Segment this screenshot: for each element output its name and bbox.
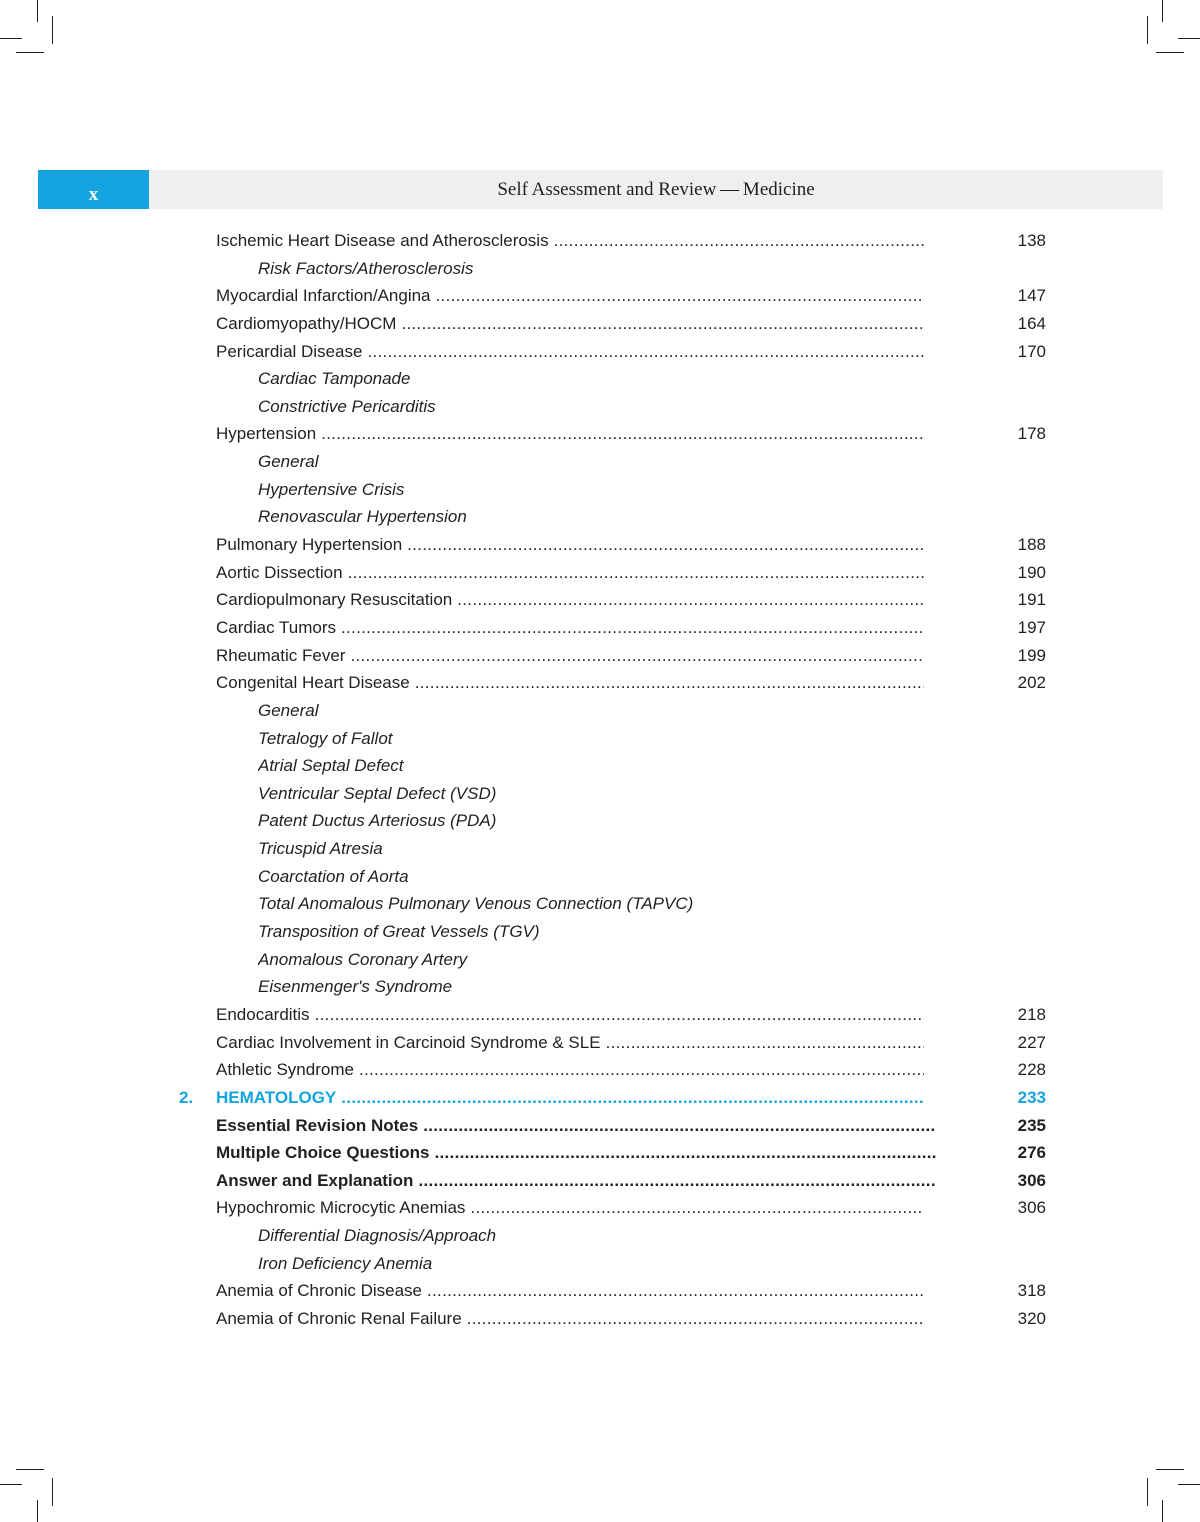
toc-title: Renovascular Hypertension xyxy=(258,507,467,527)
toc-page-number: 306 xyxy=(1017,1198,1046,1218)
crop-mark xyxy=(0,1484,22,1485)
toc-page-number: 164 xyxy=(1017,313,1046,333)
toc-entry xyxy=(0,1001,1200,1029)
toc-page-number: 320 xyxy=(1017,1308,1046,1328)
toc-title: Ischemic Heart Disease and Atherosclerosis ..... xyxy=(216,227,924,255)
toc-title: Cardiac Tamponade xyxy=(258,369,411,389)
toc-title: Tricuspid Atresia xyxy=(258,839,383,859)
toc-subentry xyxy=(0,946,1200,974)
toc-subentry xyxy=(0,725,1200,753)
toc-entry xyxy=(0,614,1200,642)
toc-entry xyxy=(0,310,1200,338)
toc-subentry xyxy=(0,807,1200,835)
toc-subentry xyxy=(0,890,1200,918)
toc-page-number: 306 xyxy=(1017,1170,1046,1190)
toc-entry xyxy=(0,1305,1200,1333)
toc-subentry xyxy=(0,918,1200,946)
page-number-tab xyxy=(38,170,149,209)
toc-subentry xyxy=(0,448,1200,476)
toc-title: General xyxy=(258,452,319,472)
toc-page-number: 276 xyxy=(1017,1143,1046,1163)
toc-page-number: 235 xyxy=(1017,1115,1046,1135)
toc-title: Hypertensive Crisis xyxy=(258,479,405,499)
toc-title: Differential Diagnosis/Approach xyxy=(258,1226,497,1246)
page-number: x xyxy=(88,184,99,205)
toc-entry xyxy=(0,1194,1200,1222)
toc-title: Cardiac Tumors ..... xyxy=(216,614,924,642)
toc-title: Answer and Explanation ..... xyxy=(216,1167,936,1195)
toc-title: Athletic Syndrome ..... xyxy=(216,1056,924,1084)
toc-page-number: 202 xyxy=(1017,673,1046,693)
crop-mark xyxy=(1147,1478,1148,1506)
crop-mark xyxy=(1178,38,1200,39)
toc-title: Cardiac Involvement in Carcinoid Syndrome & SLE ..... xyxy=(216,1029,924,1057)
toc-title: Anomalous Coronary Artery xyxy=(258,949,468,969)
toc-title: Anemia of Chronic Disease ..... xyxy=(216,1277,924,1305)
toc-page-number: 190 xyxy=(1017,562,1046,582)
toc-entry xyxy=(0,1029,1200,1057)
toc-subentry xyxy=(0,1250,1200,1278)
toc-title: Eisenmenger's Syndrome xyxy=(258,977,453,997)
toc-subentry xyxy=(0,393,1200,421)
crop-mark xyxy=(52,1478,53,1506)
toc-title: Aortic Dissection ..... xyxy=(216,559,924,587)
toc-entry xyxy=(0,1167,1200,1195)
toc-title: Multiple Choice Questions ..... xyxy=(216,1139,936,1167)
toc-subentry xyxy=(0,780,1200,808)
toc-entry xyxy=(0,227,1200,255)
crop-mark xyxy=(1162,1500,1163,1522)
toc-entry xyxy=(0,1139,1200,1167)
toc-entry xyxy=(0,531,1200,559)
toc-entry xyxy=(0,1056,1200,1084)
toc-subentry xyxy=(0,476,1200,504)
toc-title: General xyxy=(258,700,319,720)
toc-title: Hypertension ..... xyxy=(216,420,924,448)
toc-entry xyxy=(0,1277,1200,1305)
toc-title: Atrial Septal Defect xyxy=(258,756,404,776)
toc-title: Anemia of Chronic Renal Failure ..... xyxy=(216,1305,924,1333)
toc-title: Constrictive Pericarditis xyxy=(258,396,436,416)
crop-mark xyxy=(16,52,44,53)
toc-entry xyxy=(0,338,1200,366)
book-title: Self Assessment and Review — Medicine xyxy=(497,178,815,200)
crop-mark xyxy=(1147,16,1148,44)
toc-page-number: 228 xyxy=(1017,1060,1046,1080)
crop-mark xyxy=(1162,0,1163,22)
toc-subentry xyxy=(0,255,1200,283)
toc-entry xyxy=(0,1084,1200,1112)
crop-mark xyxy=(37,1500,38,1522)
toc-title: Total Anomalous Pulmonary Venous Connection (TAPVC) xyxy=(258,894,694,914)
toc-page-number: 191 xyxy=(1017,590,1046,610)
toc-title: Ventricular Septal Defect (VSD) xyxy=(258,783,497,803)
toc-title: Coarctation of Aorta xyxy=(258,866,409,886)
toc-title: Congenital Heart Disease ..... xyxy=(216,669,924,697)
running-header xyxy=(149,170,1163,209)
toc-entry xyxy=(0,282,1200,310)
toc-page-number: 170 xyxy=(1017,341,1046,361)
toc-title: Endocarditis ..... xyxy=(216,1001,924,1029)
toc-title: Risk Factors/Atherosclerosis xyxy=(258,258,474,278)
toc-entry xyxy=(0,669,1200,697)
toc-page-number: 318 xyxy=(1017,1281,1046,1301)
toc-title: Cardiomyopathy/HOCM ..... xyxy=(216,310,924,338)
toc-page-number: 233 xyxy=(1017,1087,1046,1107)
toc-page-number: 138 xyxy=(1017,231,1046,250)
table-of-contents xyxy=(0,227,1200,1333)
toc-title: Patent Ductus Arteriosus (PDA) xyxy=(258,811,497,831)
crop-mark xyxy=(1178,1484,1200,1485)
toc-subentry xyxy=(0,835,1200,863)
toc-page-number: 197 xyxy=(1017,617,1046,637)
chapter-number: 2. xyxy=(179,1087,194,1107)
toc-subentry xyxy=(0,697,1200,725)
toc-entry xyxy=(0,586,1200,614)
crop-mark xyxy=(0,38,22,39)
crop-mark xyxy=(37,0,38,22)
toc-title: Myocardial Infarction/Angina ..... xyxy=(216,282,924,310)
toc-entry xyxy=(0,420,1200,448)
toc-page-number: 227 xyxy=(1017,1032,1046,1052)
toc-title: Pericardial Disease ..... xyxy=(216,338,924,366)
toc-page-number: 188 xyxy=(1017,535,1046,555)
toc-title: Transposition of Great Vessels (TGV) xyxy=(258,922,540,942)
toc-title: HEMATOLOGY ..... xyxy=(216,1084,924,1112)
toc-subentry xyxy=(0,973,1200,1001)
toc-title: Essential Revision Notes ..... xyxy=(216,1112,936,1140)
crop-mark xyxy=(52,16,53,44)
toc-title: Hypochromic Microcytic Anemias ..... xyxy=(216,1194,924,1222)
toc-page-number: 199 xyxy=(1017,645,1046,665)
toc-subentry xyxy=(0,503,1200,531)
toc-page-number: 178 xyxy=(1017,424,1046,444)
crop-mark xyxy=(1156,1469,1184,1470)
crop-mark xyxy=(16,1469,44,1470)
toc-entry xyxy=(0,1112,1200,1140)
toc-subentry xyxy=(0,1222,1200,1250)
crop-mark xyxy=(1156,52,1184,53)
toc-subentry xyxy=(0,365,1200,393)
toc-title: Tetralogy of Fallot xyxy=(258,728,393,748)
toc-title: Pulmonary Hypertension ..... xyxy=(216,531,924,559)
toc-page-number: 218 xyxy=(1017,1004,1046,1024)
toc-page-number: 147 xyxy=(1017,286,1046,306)
toc-title: Rheumatic Fever ..... xyxy=(216,642,924,670)
toc-title: Cardiopulmonary Resuscitation ..... xyxy=(216,586,924,614)
toc-title: Iron Deficiency Anemia xyxy=(258,1253,433,1273)
toc-subentry xyxy=(0,863,1200,891)
toc-entry xyxy=(0,642,1200,670)
toc-subentry xyxy=(0,752,1200,780)
toc-entry xyxy=(0,559,1200,587)
